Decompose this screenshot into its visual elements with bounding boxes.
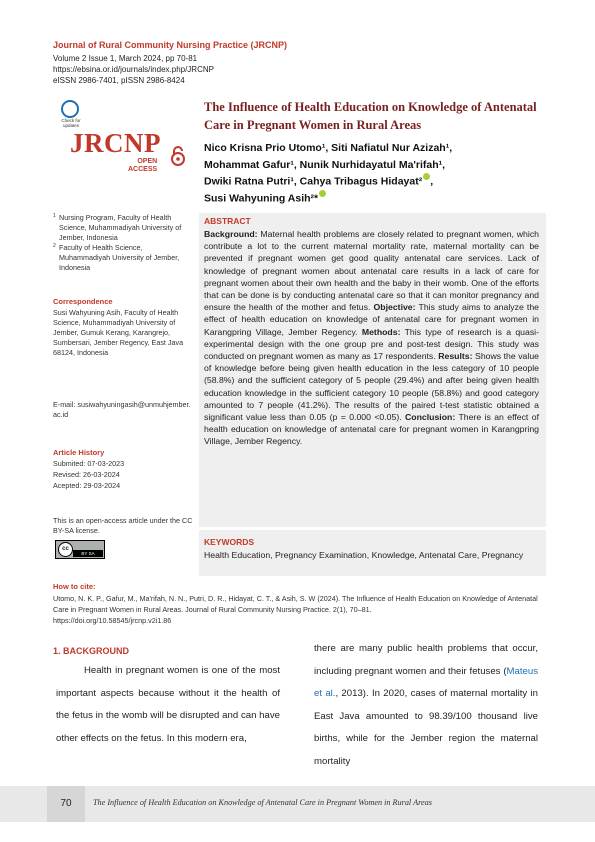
how-to-cite-heading: How to cite: [53,582,96,591]
access-label: ACCESS [128,166,158,173]
affiliations [53,213,193,273]
open-label: OPEN [137,158,158,165]
cc-by-sa-badge[interactable] [55,540,105,559]
author-line: Dwiki Ratna Putri¹, Cahya Tribagus Hidayat² [204,175,423,188]
article-title: The Influence of Health Education on Knowledge of Antenatal Care in Pregnant Women in Rural Areas [204,100,537,132]
journal-title: Journal of Rural Community Nursing Practice (JRCNP) [53,40,288,50]
affiliation-item: 1 Nursing Program, Faculty of Health Science, Muhammadiyah University of Jember, Indonesia [53,213,182,242]
cc-by-sa-label: BY SA [73,550,103,557]
citation-text: Utomo, N. K. P., Gafur, M., Ma'rifah, N. N., Putri, D. R., Hidayat, C. T., & Asih, S. W (2024). The Influence of Health Education on Knowledge of Antenatal Care in Pregnant Women in Rural Areas. Journal of Rural Community Nursing Practice. 2(1), 70–81. https://doi.org/10.58545/jrcnp.v2i1.86 [53,593,548,626]
correspondence-text: Susi Wahyuning Asih, Faculty of Health Science, Muhammadiyah University of Jember, Gumuk Kerang, Karangrejo, Sumbersari, Jember Regency, East Java 68124, Indonesia [53,308,184,357]
accepted-date: Acepted: 29-03-2024 [53,481,121,490]
orcid-icon[interactable] [423,173,430,180]
body-column-right: there are many public health problems that occur, including pregnant women and their fetuses (Mateus et al., 2013). In 2020, cases of maternal mortality in East Java amounted to 98.39/100 thousand live births, while for the Jember region the maternal mortality [314,643,538,767]
correspondence-heading: Correspondence [53,297,113,306]
license-text: This is an open-access article under the CC BY-SA license. [53,516,193,535]
journal-volume: Volume 2 Issue 1, March 2024, pp 70-81 [53,54,198,63]
submitted-date: Submited: 07-03-2023 [53,459,125,468]
journal-brand-logo: JRCNP [70,128,161,158]
journal-issn: eISSN 2986-7401, pISSN 2986-8424 [53,76,185,85]
author-line: Nico Krisna Prio Utomo¹, Siti Nafiatul Nur Azizah¹, [204,142,453,154]
page-number: 70 [47,786,85,822]
article-history-heading: Article History [53,448,105,457]
cc-icon: cc [58,542,73,557]
journal-url[interactable]: https://ebsina.or.id/journals/index.php/JRCNP [53,65,214,74]
section-heading: 1. BACKGROUND [53,646,130,656]
orcid-icon[interactable] [319,190,326,197]
abstract-text: Background: Maternal health problems are closely related to pregnant women, which contribute a lot to the current maternal mortality rate, maternal mortality can be prevented if pregnant women get good quality antenatal care services. Lack of knowledge of pregnant women about antenatal care results in a lack of care for pregnant women about their own health and the baby in their womb. One of the efforts that can be done is by conducting antenatal care so that it can monitor pregnancy and ensure the health of the mother and fetus. Objective: This study aims to analyze the effect of health education on knowledge of antenatal care for pregnant women in Karangpring Village, Jember Regency. Methods: This type of research is a quasi-experimental design with the one group pre and post-test design. This study was conducted on pregnant women as many as 17 respondents. Results: Shows the value of knowledge before being given health education in the less category of 10 people (58.8%) and the sufficient category of 5 people (29.4%) and after being given health education knowledge in the sufficient category 10 people (58.8%) and good category amounted to 7 people (41.2%). The results of the paired t-test statistic obtained a significant value less than 0.05 (p = 0.000 <0.05). Conclusion: There is an effect of health education on knowledge of antenatal care for pregnant women in Karangpring Village, Jember Regency. [204,229,540,447]
abstract-heading: ABSTRACT [204,216,251,226]
author-list: Nico Krisna Prio Utomo¹, Siti Nafiatul Nur Azizah¹, Mohammat Gafur¹, Nunik Nurhidayatul Ma'rifah¹, Dwiki Ratna Putri¹, Cahya Tribagus Hidayat² , Susi Wahyuning Asih²* [204,140,549,207]
check-updates-logo[interactable] [55,100,87,126]
check-updates-icon [61,100,79,118]
affiliation-item: 2 Faculty of Health Science, Muhammadiyah University of Jember, Indonesia [53,243,180,272]
author-line: Mohammat Gafur¹, Nunik Nurhidayatul Ma'rifah¹, [204,158,446,171]
doi-link[interactable]: https://doi.org/10.58545/jrcnp.v2i1.86 [53,616,172,625]
correspondence-email[interactable]: E-mail: susiwahyuningasih@unmuhjember.ac.id [53,400,191,419]
author-line: Susi Wahyuning Asih²* [204,192,319,205]
running-footer: The Influence of Health Education on Knowledge of Antenatal Care in Pregnant Women in Rural Areas [93,798,432,807]
keywords-text: Health Education, Pregnancy Examination, Knowledge, Antenatal Care, Pregnancy [204,550,524,560]
reference-link[interactable]: Mateus et al. [314,665,538,699]
body-column-left: Health in pregnant women is one of the most important aspects because without it the health of the fetus in the womb will be disrupted and can have other effects on the fetus. In this modern era, [56,665,280,744]
keywords-heading: KEYWORDS [204,537,255,547]
open-access-label [128,158,157,174]
revised-date: Revised: 26-03-2024 [53,470,120,479]
check-updates-label: Check for updates [61,118,81,128]
open-access-lock-icon [171,146,185,166]
